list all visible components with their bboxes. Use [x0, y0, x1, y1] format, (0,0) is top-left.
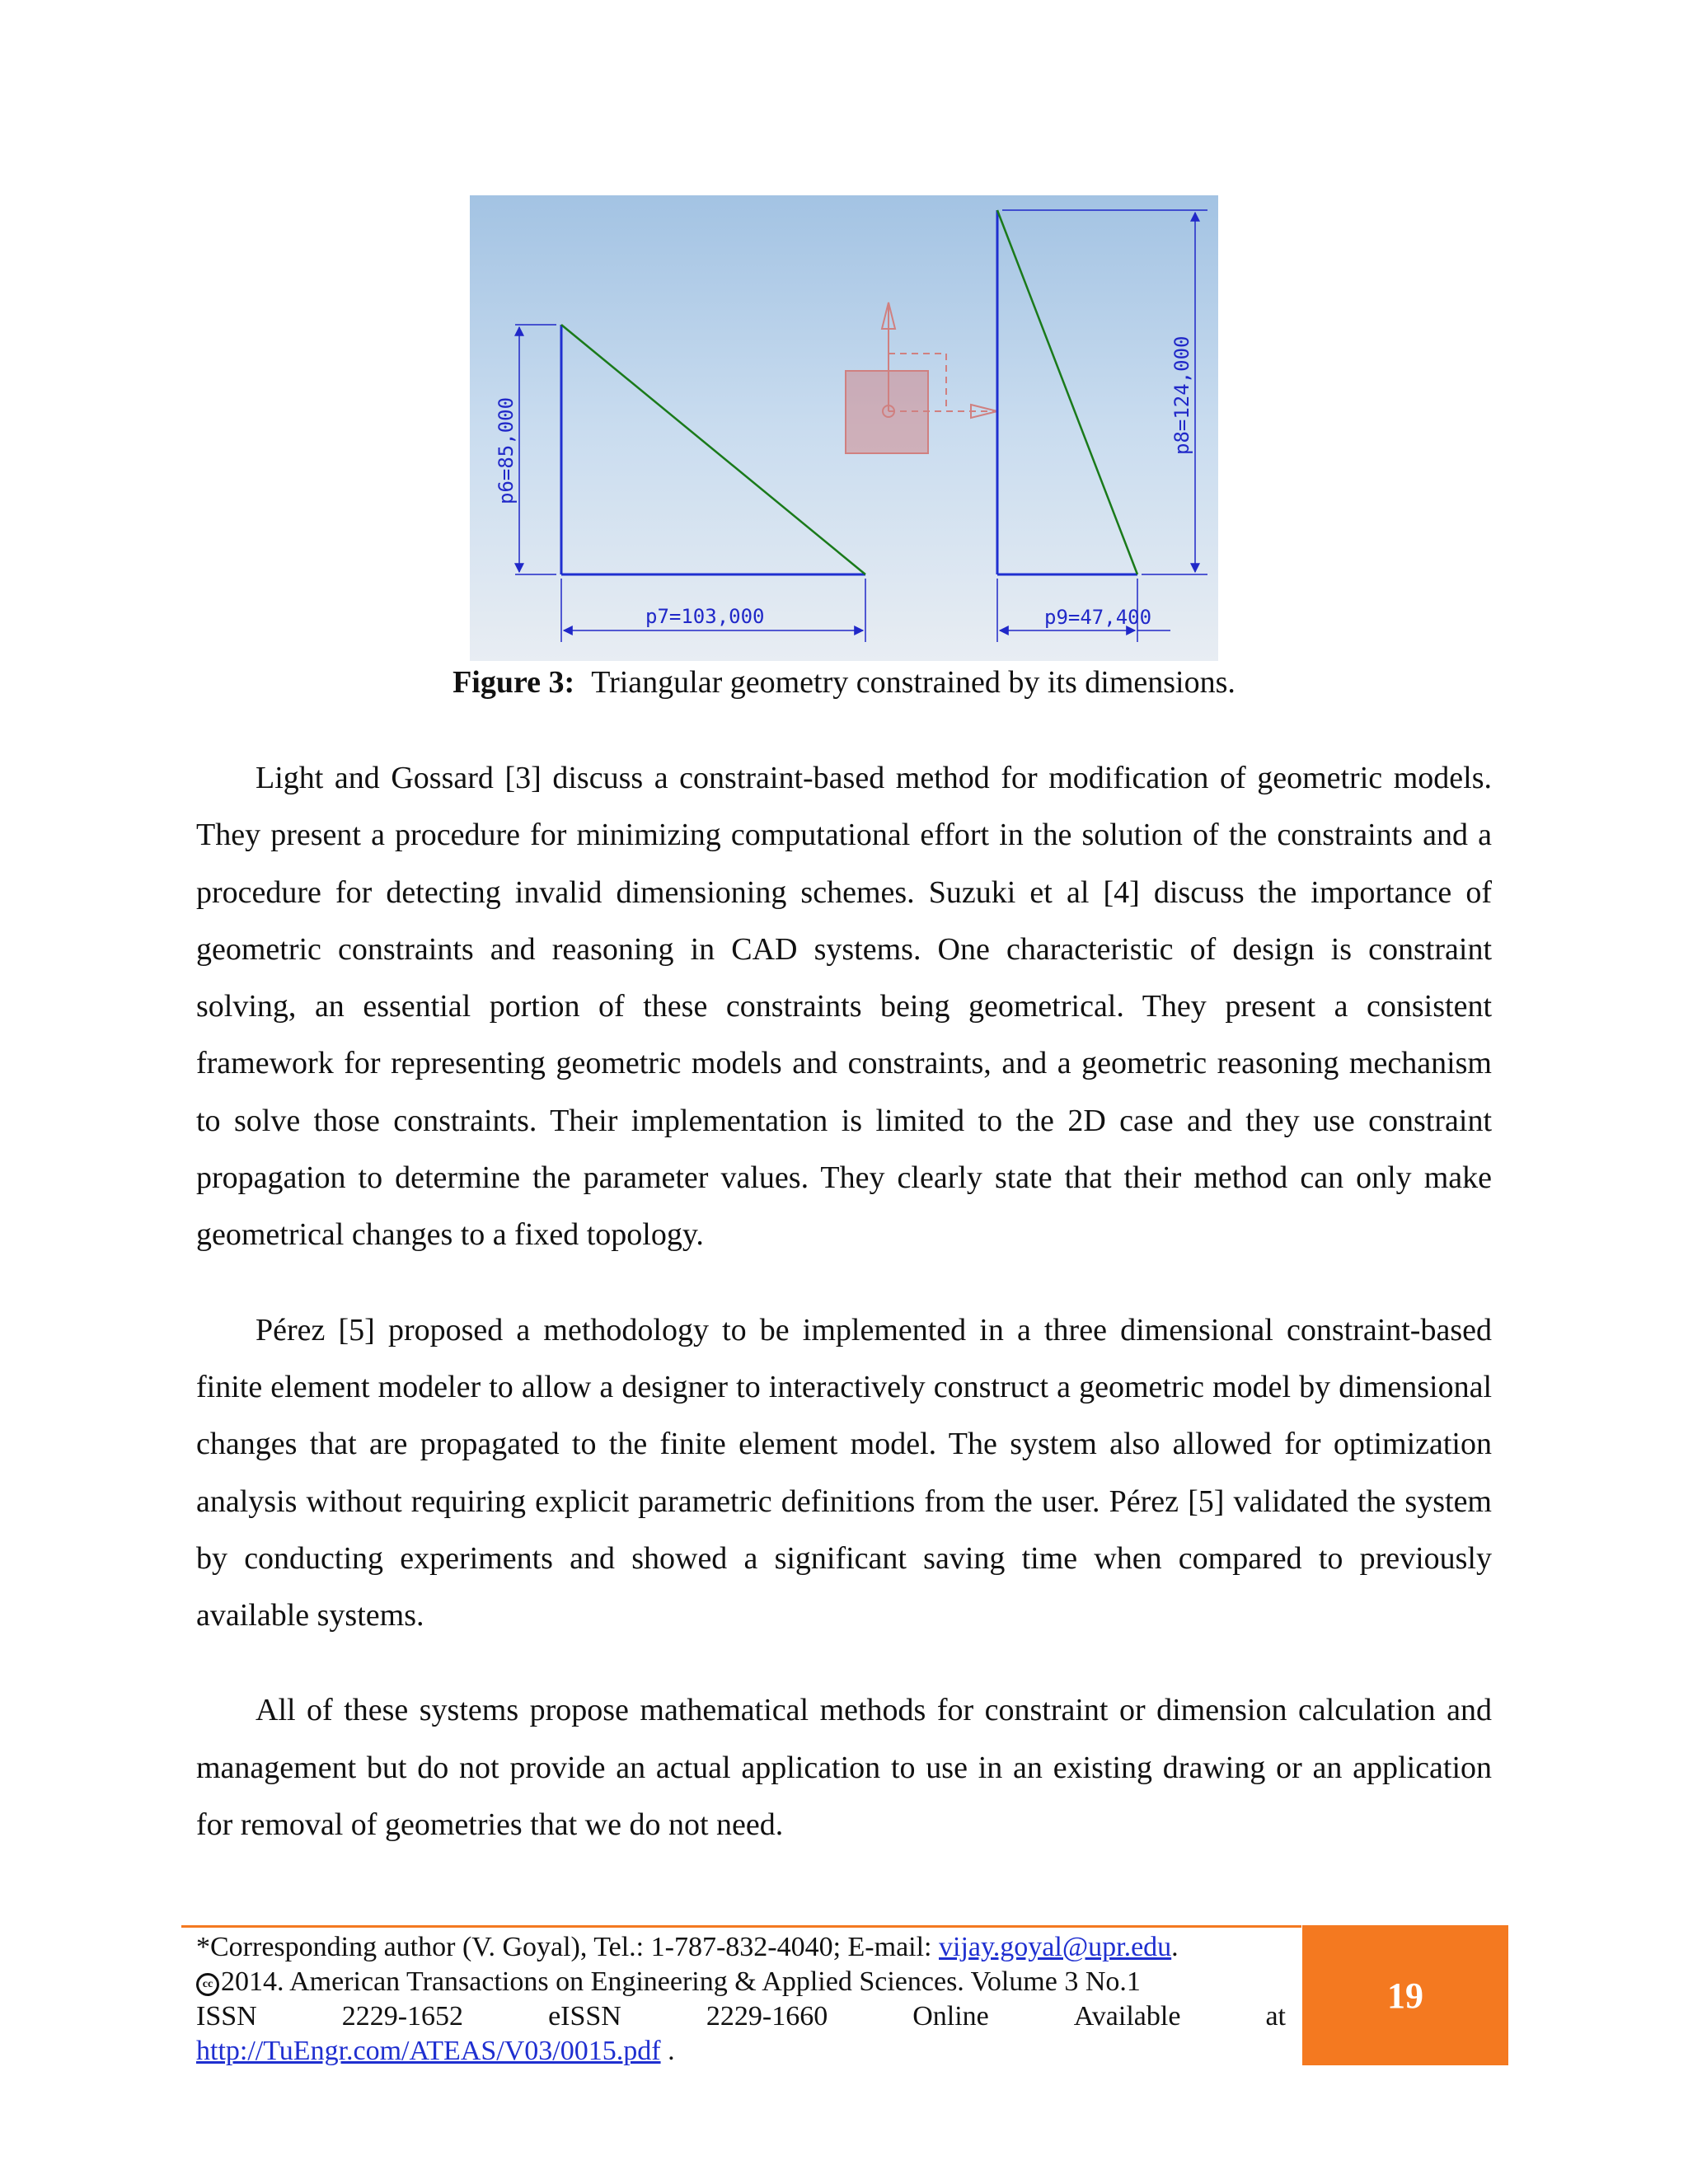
at-word: at — [1265, 2001, 1286, 2032]
corresponding-author: *Corresponding author (V. Goyal), Tel.: 1-787-832-4040; E-mail: — [196, 1932, 939, 1962]
online-word: Online — [912, 2001, 989, 2032]
triangle-sketch — [470, 195, 1218, 661]
dimension-p7 — [561, 579, 865, 642]
footer-line-4 — [196, 2034, 1286, 2069]
page-number-box — [1302, 1925, 1508, 2065]
issn-label: ISSN — [196, 2001, 257, 2032]
paragraph: Light and Gossard [3] discuss a constraint-based method for modification of geometric models. They present a procedure for minimizing computational effort in the solution of the constraints and a procedure for detecting invalid dimensioning schemes. Suzuki et al [4] discuss the importance of geometric constraints and reasoning in CAD systems. One characteristic of design is constraint solving, an essential portion of these constraints being geometrical. They present a consistent framework for representing geometric models and constraints, and a geometric reasoning mechanism to solve those constraints. Their implementation is limited to the 2D case and they use constraint propagation to determine the parameter values. They clearly state that their method can only make geometrical changes to a fixed topology. — [196, 761, 1492, 1253]
article-url-link[interactable]: http://TuEngr.com/ATEAS/V03/0015.pdf — [196, 2036, 661, 2066]
journal-info: 2014. American Transactions on Engineering & Applied Sciences. Volume 3 No.1 — [221, 1966, 1141, 1997]
footer-period: . — [1171, 1932, 1179, 1962]
footer-line-3 — [196, 1999, 1286, 2034]
footer — [196, 1930, 1286, 2069]
figure-3-cad-drawing — [470, 195, 1218, 661]
paragraph: All of these systems propose mathematical methods for constraint or dimension calculation and management but do not provide an actual application to use in an existing drawing or an application for removal of geometries that we do not need. — [196, 1693, 1492, 1843]
url-suffix: . — [660, 2036, 675, 2066]
dimension-p9 — [997, 579, 1170, 642]
left-triangle — [561, 325, 865, 574]
caption-label: Figure 3: — [452, 665, 575, 700]
eissn-label: eISSN — [548, 2001, 621, 2032]
email-link[interactable]: vijay.goyal@upr.edu — [939, 1932, 1172, 1962]
dim-label-p9: p9=47,400 — [1044, 606, 1152, 629]
figure-caption — [0, 664, 1688, 701]
dim-label-p6: p6=85,000 — [495, 396, 518, 504]
eissn-value: 2229-1660 — [706, 2001, 828, 2032]
footer-line-2 — [196, 1965, 1286, 1999]
creative-commons-icon: cc — [196, 1973, 219, 1996]
right-triangle — [997, 210, 1137, 574]
footer-rule — [181, 1925, 1301, 1928]
dimension-p8 — [1002, 210, 1207, 574]
dimension-p6 — [495, 325, 556, 574]
caption-text: Triangular geometry constrained by its dimensions. — [591, 665, 1236, 700]
footer-line-1 — [196, 1930, 1286, 1965]
dim-label-p8: p8=124,000 — [1170, 335, 1193, 455]
dim-label-p7: p7=103,000 — [645, 605, 765, 628]
page-number: 19 — [1387, 1975, 1423, 2016]
body-text — [196, 750, 1492, 1891]
paragraph: Pérez [5] proposed a methodology to be implemented in a three dimensional constraint-based finite element modeler to allow a designer to interactively construct a geometric model by dimensional changes that are propagated to the finite element model. The system also allowed for optimization analysis without requiring explicit parametric definitions from the user. Pérez [5] validated the system by conducting experiments and showed a significant saving time when compared to previously available systems. — [196, 1312, 1492, 1633]
available-word: Available — [1073, 2001, 1181, 2032]
issn-value: 2229-1652 — [341, 2001, 464, 2032]
coordinate-system-icon — [846, 302, 997, 453]
